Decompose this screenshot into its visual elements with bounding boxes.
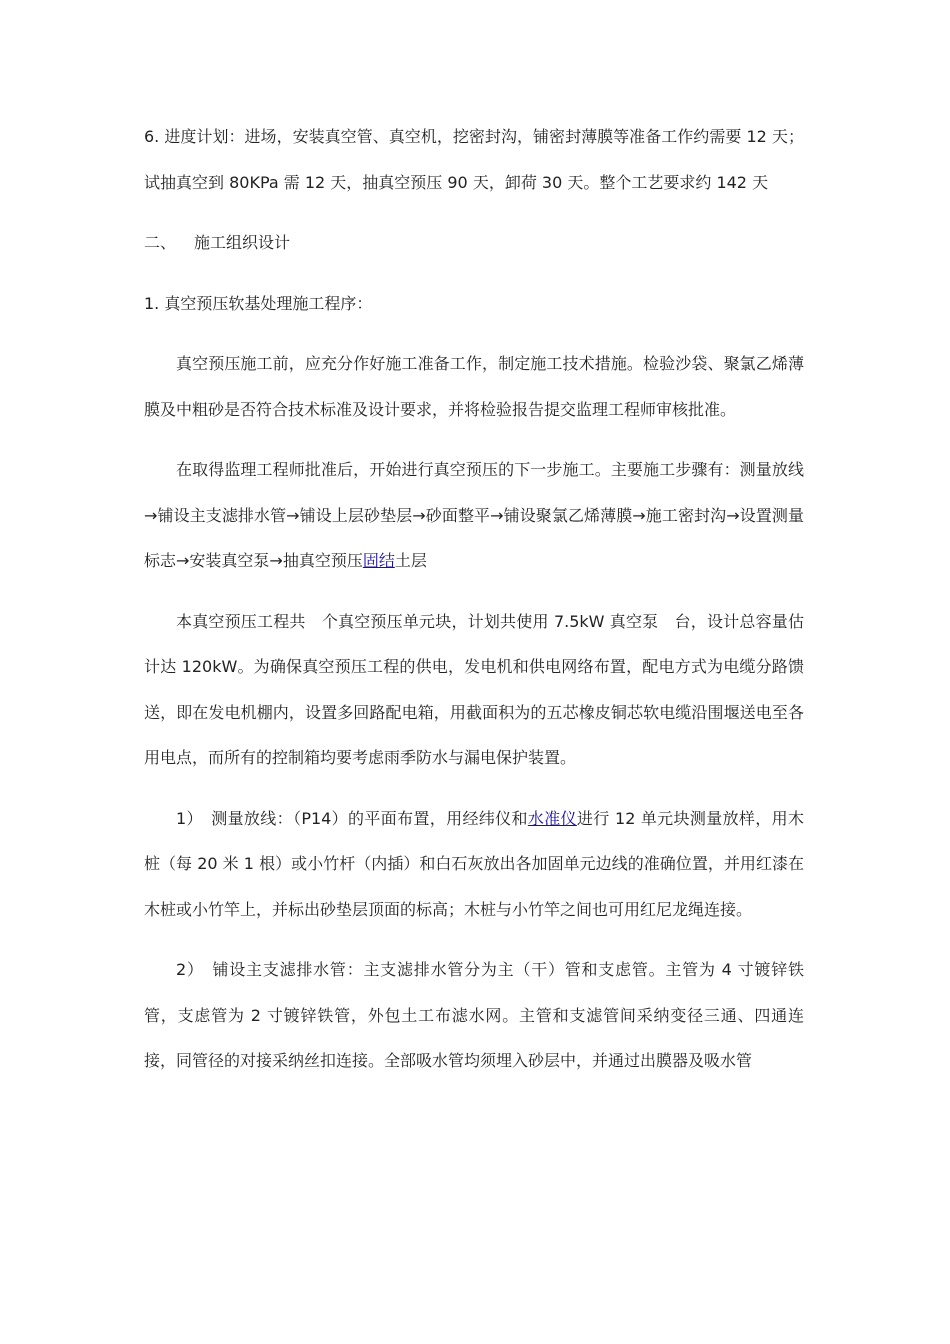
section-heading (144, 220, 804, 266)
section-title: 施工组织设计 (194, 233, 291, 252)
paragraph-survey (144, 796, 804, 933)
spacer (144, 781, 804, 796)
paragraph-preparation: 真空预压施工前，应充分作好施工准备工作，制定施工技术措施。检验沙袋、聚氯乙烯薄膜及中粗砂是否符合技术标准及设计要求，并将检验报告提交监理工程师审核批准。 (144, 354, 804, 419)
link-consolidation[interactable]: 固结 (362, 551, 395, 570)
paragraph-steps (144, 447, 804, 584)
spacer (144, 266, 804, 281)
spacer (144, 326, 804, 341)
paragraph-power-supply: 本真空预压工程共 个真空预压单元块，计划共使用 7.5kW 真空泵 台，设计总容量估计达 120kW。为确保真空预压工程的供电，发电机和供电网络布置，配电方式为电缆分路馈送，即在发电机棚内，设置多回路配电箱，用截面积为的五芯橡皮铜芯软电缆沿围堰送电至各用电点，而所有的控制箱均要考虑雨季防水与漏电保护装置。 (144, 611, 804, 767)
spacer (144, 205, 804, 220)
survey-text-end: 进行 12 单元块测量放样，用木桩（每 20 米 1 根）或小竹杆（内插）和白石灰放出各加固单元边线的准确位置，并用红漆在木桩或小竹竿上，并标出砂垫层顶面的标高；木桩与小竹竿之间也可用红尼龙绳连接。 (144, 808, 804, 919)
steps-text: 在取得监理工程师批准后，开始进行真空预压的下一步施工。主要施工步骤有：测量放线→铺设主支滤排水管→铺设上层砂垫层→砂面整平→铺设聚氯乙烯薄膜→施工密封沟→设置测量标志→安装真空泵→抽真空预压 (144, 460, 804, 570)
document-page (144, 114, 804, 1084)
paragraph-drain-pipes: 2） 铺设主支滤排水管：主支滤排水管分为主（干）管和支虑管。主管为 4 寸镀锌铁管，支虑管为 2 寸镀锌铁管，外包土工布滤水网。主管和支滤管间采纳变径三通、四通连接，同管径的对接采纳丝扣连接。全部吸水管均须埋入砂层中，并通过出膜器及吸水管 (144, 960, 804, 1070)
survey-text: 1） 测量放线：（P14）的平面布置，用经纬仪和 (176, 808, 528, 828)
paragraph-procedure-heading: 1. 真空预压软基处理施工程序： (144, 293, 373, 313)
link-level-instrument[interactable]: 水准仪 (527, 808, 577, 828)
section-number: 二、 (144, 233, 177, 252)
steps-text-end: 土层 (394, 551, 427, 570)
spacer (144, 584, 804, 599)
spacer (144, 932, 804, 947)
paragraph-schedule: 6. 进度计划：进场，安装真空管、真空机，挖密封沟，铺密封薄膜等准备工作约需要 12 天；试抽真空到 80KPa 需 12 天，抽真空预压 90 天，卸荷 30 天。整个工艺要求约 142 天 (144, 127, 804, 192)
spacer (144, 432, 804, 447)
